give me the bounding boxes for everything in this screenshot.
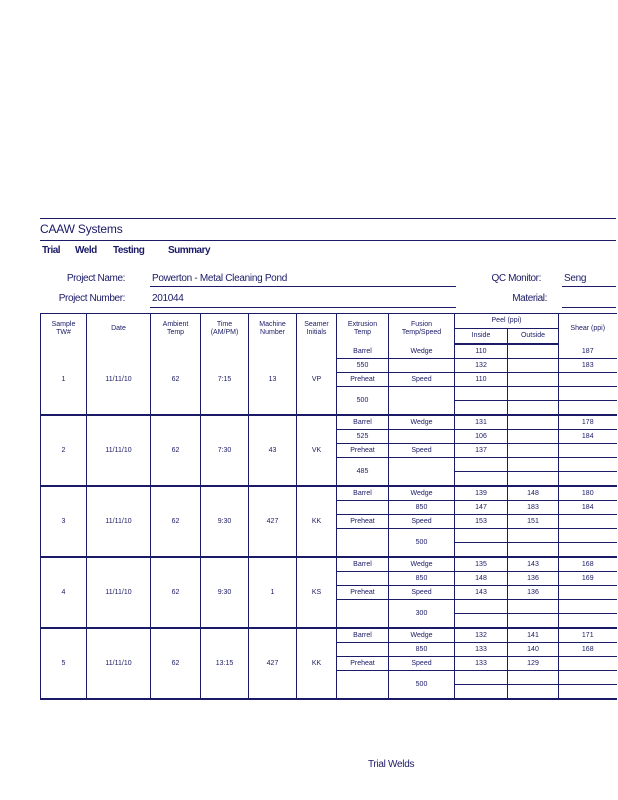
extrusion-cell: Preheat (337, 515, 389, 529)
trial-weld-rows (41, 344, 617, 699)
peel-outside-cell (508, 373, 559, 387)
peel-inside-cell (455, 543, 508, 558)
peel-inside-cell: 133 (455, 657, 508, 671)
fusion-cell: 850 (389, 501, 455, 515)
header-date: Date (87, 314, 151, 345)
extrusion-cell (337, 501, 389, 515)
peel-outside-cell: 148 (508, 486, 559, 501)
header-time-line2: (AM/PM) (210, 329, 239, 336)
peel-inside-cell (455, 472, 508, 487)
shear-cell (559, 614, 617, 629)
fusion-cell: Speed (389, 586, 455, 600)
shear-cell (559, 657, 617, 671)
fusion-cell: Speed (389, 657, 455, 671)
fusion-cell (389, 430, 455, 444)
extrusion-cell: 550 (337, 359, 389, 373)
ambient-cell: 62 (151, 486, 201, 557)
peel-outside-cell (508, 472, 559, 487)
time-cell: 9:30 (201, 486, 249, 557)
header-machine-line2: Number (260, 329, 285, 336)
fusion-cell: Speed (389, 373, 455, 387)
sample-cell: 3 (41, 486, 87, 557)
fusion-cell: 500 (389, 671, 455, 700)
header-fusion-line2: Temp/Speed (401, 329, 442, 336)
peel-inside-cell (455, 529, 508, 543)
date-cell: 11/11/10 (87, 628, 151, 699)
header-sample-line2: TW# (56, 329, 71, 336)
extrusion-cell: Barrel (337, 415, 389, 430)
seamer-cell: KS (297, 557, 337, 628)
header-time-line1: Time (216, 321, 233, 328)
peel-outside-cell: 136 (508, 572, 559, 586)
header-ambient-line2: Temp (166, 329, 185, 336)
peel-outside-cell (508, 401, 559, 416)
shear-cell (559, 458, 617, 472)
extrusion-cell (337, 529, 389, 558)
header-peel-inside: Inside (455, 329, 508, 345)
shear-cell (559, 444, 617, 458)
time-cell: 13:15 (201, 628, 249, 699)
top-rule (40, 218, 616, 219)
peel-outside-cell (508, 387, 559, 401)
date-cell: 11/11/10 (87, 415, 151, 486)
peel-outside-cell (508, 671, 559, 685)
fusion-cell: Wedge (389, 415, 455, 430)
shear-cell: 168 (559, 557, 617, 572)
fusion-cell: Speed (389, 444, 455, 458)
extrusion-cell: 485 (337, 458, 389, 487)
time-cell: 7:15 (201, 344, 249, 415)
peel-inside-cell: 153 (455, 515, 508, 529)
fusion-cell: Wedge (389, 486, 455, 501)
peel-inside-cell: 143 (455, 586, 508, 600)
sample-cell: 5 (41, 628, 87, 699)
fusion-cell: Wedge (389, 557, 455, 572)
shear-cell (559, 543, 617, 558)
header-shear: Shear (ppi) (559, 314, 617, 345)
peel-outside-cell (508, 529, 559, 543)
shear-cell: 183 (559, 359, 617, 373)
shear-cell (559, 671, 617, 685)
extrusion-cell: Barrel (337, 486, 389, 501)
project-number-value: 201044 (152, 293, 184, 304)
project-name-value: Powerton - Metal Cleaning Pond (152, 273, 287, 284)
peel-inside-cell: 148 (455, 572, 508, 586)
header-seamer-line1: Seamer (304, 321, 329, 328)
peel-outside-cell: 136 (508, 586, 559, 600)
fusion-cell: 300 (389, 600, 455, 629)
peel-outside-cell: 140 (508, 643, 559, 657)
company-rule (40, 240, 616, 241)
extrusion-cell: Barrel (337, 628, 389, 643)
peel-outside-cell: 141 (508, 628, 559, 643)
header-peel: Peel (ppi) (455, 314, 559, 329)
peel-inside-cell: 132 (455, 628, 508, 643)
peel-outside-cell (508, 543, 559, 558)
shear-cell: 171 (559, 628, 617, 643)
shear-cell (559, 401, 617, 416)
material-label: Material: (512, 293, 547, 304)
peel-inside-cell (455, 671, 508, 685)
machine-cell: 13 (249, 344, 297, 415)
extrusion-cell (337, 671, 389, 700)
header-seamer (297, 314, 337, 345)
header-seamer-line2: Initials (306, 329, 327, 336)
machine-cell: 427 (249, 486, 297, 557)
peel-outside-cell (508, 444, 559, 458)
time-cell: 7:30 (201, 415, 249, 486)
peel-outside-cell: 143 (508, 557, 559, 572)
peel-outside-cell: 151 (508, 515, 559, 529)
sample-cell: 4 (41, 557, 87, 628)
project-number-rule (150, 307, 456, 308)
qc-monitor-rule (562, 286, 616, 287)
shear-cell (559, 685, 617, 700)
date-cell: 11/11/10 (87, 486, 151, 557)
table-row (41, 486, 617, 501)
fusion-cell: 850 (389, 572, 455, 586)
fusion-cell: Wedge (389, 344, 455, 359)
header-sample (41, 314, 87, 345)
title-weld: Weld (75, 245, 97, 256)
shear-cell (559, 472, 617, 487)
seamer-cell: KK (297, 486, 337, 557)
shear-cell: 169 (559, 572, 617, 586)
table-row (41, 557, 617, 572)
shear-cell: 180 (559, 486, 617, 501)
shear-cell: 187 (559, 344, 617, 359)
shear-cell (559, 600, 617, 614)
header-machine (249, 314, 297, 345)
shear-cell (559, 373, 617, 387)
table-row (41, 628, 617, 643)
peel-inside-cell: 132 (455, 359, 508, 373)
table-row (41, 415, 617, 430)
header-extrusion-line1: Extrusion (347, 321, 378, 328)
peel-inside-cell: 110 (455, 373, 508, 387)
date-cell: 11/11/10 (87, 344, 151, 415)
sample-cell: 1 (41, 344, 87, 415)
project-name-label: Project Name: (66, 273, 125, 284)
shear-cell (559, 387, 617, 401)
peel-inside-cell (455, 387, 508, 401)
extrusion-cell: Preheat (337, 586, 389, 600)
date-cell: 11/11/10 (87, 557, 151, 628)
peel-inside-cell (455, 685, 508, 700)
title-trial: Trial (42, 245, 61, 256)
machine-cell: 427 (249, 628, 297, 699)
title-testing: Testing (113, 245, 145, 256)
extrusion-cell: 500 (337, 387, 389, 416)
header-ambient (151, 314, 201, 345)
extrusion-cell: Barrel (337, 344, 389, 359)
peel-inside-cell: 147 (455, 501, 508, 515)
peel-outside-cell (508, 415, 559, 430)
fusion-cell: 500 (389, 529, 455, 558)
seamer-cell: VP (297, 344, 337, 415)
ambient-cell: 62 (151, 344, 201, 415)
fusion-cell (389, 387, 455, 416)
time-cell: 9:30 (201, 557, 249, 628)
project-name-rule (150, 286, 456, 287)
peel-outside-cell (508, 600, 559, 614)
material-rule (562, 307, 616, 308)
peel-inside-cell: 135 (455, 557, 508, 572)
fusion-cell: Wedge (389, 628, 455, 643)
header-sample-line1: Sample (51, 321, 76, 328)
header-peel-outside: Outside (508, 329, 559, 345)
peel-outside-cell: 129 (508, 657, 559, 671)
peel-inside-cell: 131 (455, 415, 508, 430)
qc-monitor-value: Seng (564, 273, 587, 284)
peel-inside-cell: 137 (455, 444, 508, 458)
peel-outside-cell (508, 614, 559, 629)
ambient-cell: 62 (151, 415, 201, 486)
ambient-cell: 62 (151, 628, 201, 699)
extrusion-cell (337, 643, 389, 657)
peel-outside-cell (508, 359, 559, 373)
fusion-cell: 850 (389, 643, 455, 657)
peel-inside-cell: 139 (455, 486, 508, 501)
peel-outside-cell (508, 430, 559, 444)
table-row (41, 344, 617, 359)
peel-inside-cell: 133 (455, 643, 508, 657)
extrusion-cell: Preheat (337, 444, 389, 458)
header-fusion (389, 314, 455, 345)
header-extrusion-line2: Temp (353, 329, 372, 336)
qc-monitor-label: QC Monitor: (491, 273, 541, 284)
extrusion-cell: Preheat (337, 373, 389, 387)
shear-cell: 184 (559, 430, 617, 444)
title-summary: Summary (168, 245, 211, 256)
machine-cell: 43 (249, 415, 297, 486)
fusion-cell (389, 359, 455, 373)
peel-inside-cell (455, 458, 508, 472)
extrusion-cell: Preheat (337, 657, 389, 671)
extrusion-cell (337, 572, 389, 586)
header-time (201, 314, 249, 345)
peel-outside-cell: 183 (508, 501, 559, 515)
seamer-cell: KK (297, 628, 337, 699)
header-machine-line1: Machine (259, 321, 286, 328)
header-extrusion (337, 314, 389, 345)
fusion-cell: Speed (389, 515, 455, 529)
trial-weld-table (40, 313, 617, 700)
shear-cell: 178 (559, 415, 617, 430)
header-fusion-line1: Fusion (410, 321, 432, 328)
shear-cell (559, 586, 617, 600)
peel-outside-cell (508, 458, 559, 472)
peel-outside-cell (508, 344, 559, 359)
shear-cell: 184 (559, 501, 617, 515)
company-name: CAAW Systems (40, 222, 123, 236)
ambient-cell: 62 (151, 557, 201, 628)
shear-cell: 168 (559, 643, 617, 657)
seamer-cell: VK (297, 415, 337, 486)
peel-inside-cell: 106 (455, 430, 508, 444)
header-ambient-line1: Ambient (162, 321, 189, 328)
shear-cell (559, 529, 617, 543)
extrusion-cell: 525 (337, 430, 389, 444)
peel-inside-cell: 110 (455, 344, 508, 359)
shear-cell (559, 515, 617, 529)
extrusion-cell: Barrel (337, 557, 389, 572)
fusion-cell (389, 458, 455, 487)
sample-cell: 2 (41, 415, 87, 486)
project-number-label: Project Number: (58, 293, 125, 304)
machine-cell: 1 (249, 557, 297, 628)
page-footer: Trial Welds (368, 759, 415, 770)
peel-inside-cell (455, 401, 508, 416)
peel-outside-cell (508, 685, 559, 700)
peel-inside-cell (455, 614, 508, 629)
peel-inside-cell (455, 600, 508, 614)
extrusion-cell (337, 600, 389, 629)
